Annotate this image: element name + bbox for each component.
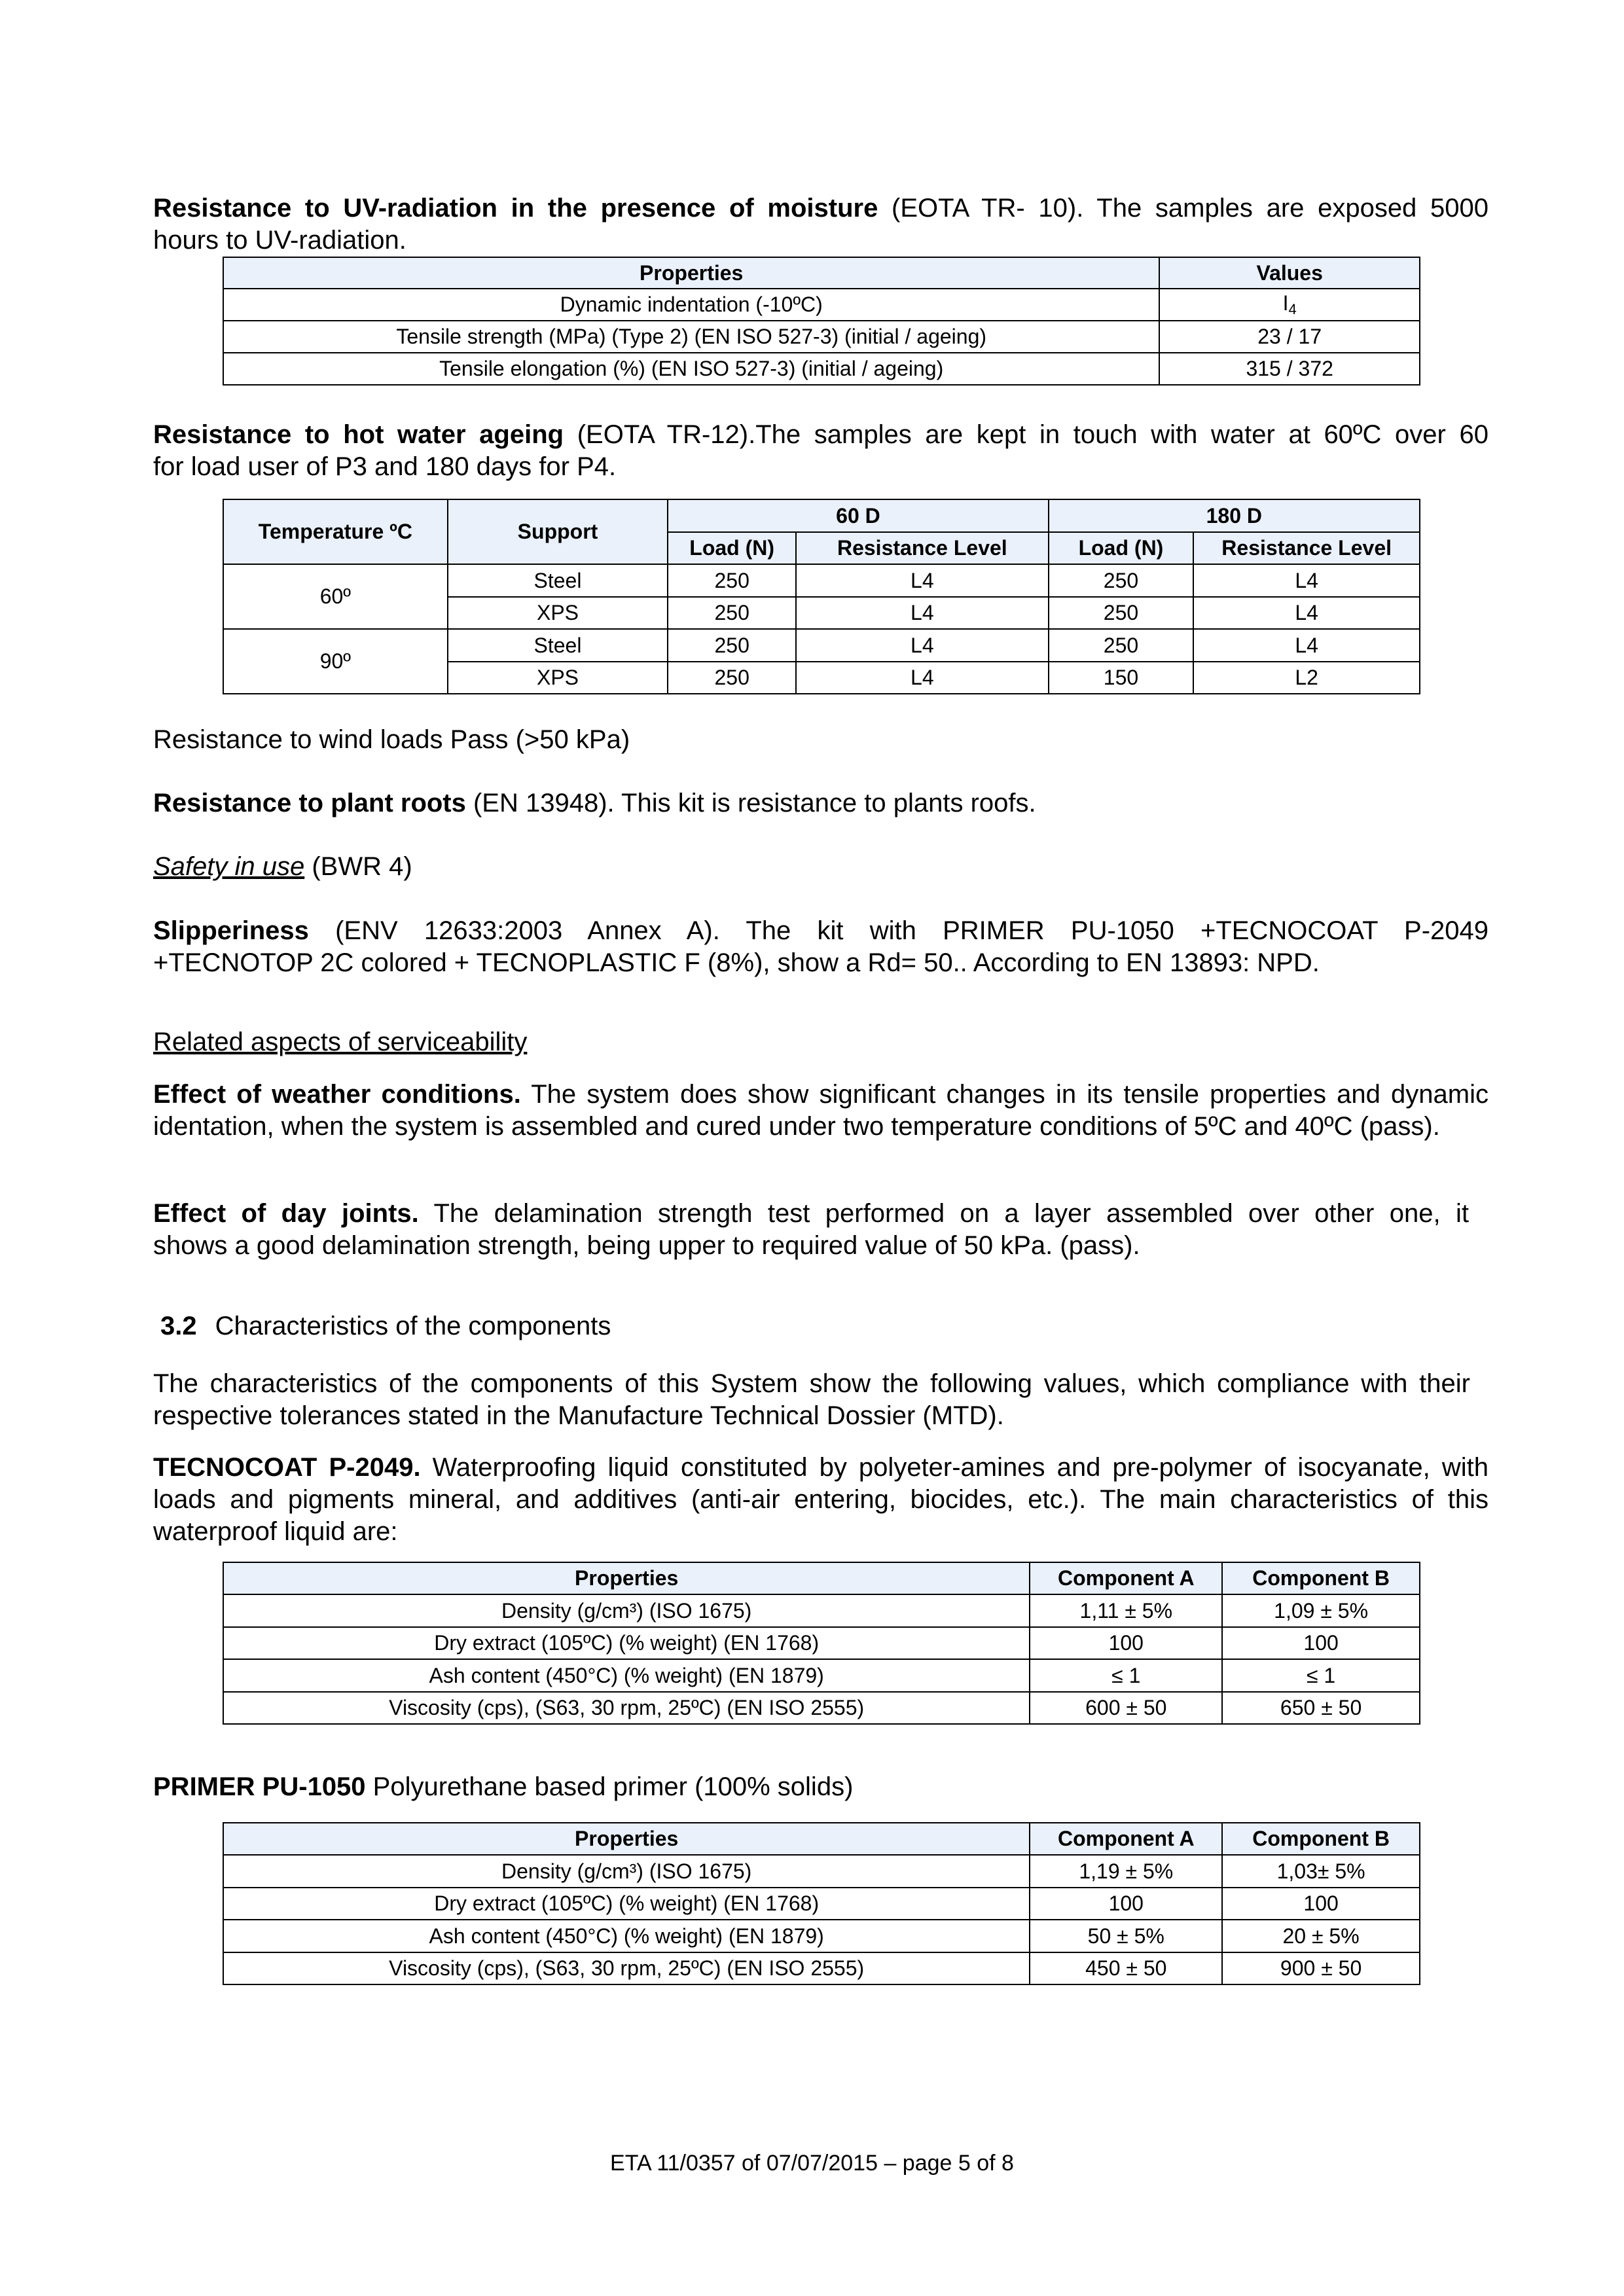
safety-text: (BWR 4) xyxy=(304,852,412,881)
slipperiness-text-2: +TECNOTOP 2C colored + TECNOPLASTIC F (8%), show a Rd= 50.. According to EN 13893: NPD. xyxy=(153,948,1320,977)
header-load-180d: Load (N) xyxy=(1049,532,1194,564)
header-temperature: Temperature ºC xyxy=(223,499,448,564)
header-group-60d: 60 D xyxy=(668,499,1048,532)
safety-paragraph xyxy=(153,851,1489,883)
hot-water-table xyxy=(223,499,1420,694)
hot-water-title: Resistance to hot water ageing xyxy=(153,420,564,449)
section-title: Characteristics of the components xyxy=(215,1312,611,1340)
cell-component-a: 100 xyxy=(1030,1888,1222,1920)
primer-paragraph xyxy=(153,1771,1489,1803)
wind-paragraph: Resistance to wind loads Pass (>50 kPa) xyxy=(153,725,630,754)
joints-text-1: The delamination strength test performed on a layer assembled over other one, it xyxy=(418,1199,1469,1228)
weather-title: Effect of weather conditions. xyxy=(153,1080,521,1109)
cell-property: Dynamic indentation (-10ºC) xyxy=(223,289,1159,321)
joints-title: Effect of day joints. xyxy=(153,1199,419,1228)
uv-line-1 xyxy=(153,192,1489,224)
weather-paragraph xyxy=(153,1079,1489,1143)
components-intro-paragraph xyxy=(153,1368,1489,1432)
header-component-a: Component A xyxy=(1030,1823,1222,1855)
page-footer: ETA 11/0357 of 07/07/2015 – page 5 of 8 xyxy=(610,2151,1014,2176)
header-resistance-60d: Resistance Level xyxy=(796,532,1049,564)
cell-load: 250 xyxy=(668,564,796,597)
slipperiness-paragraph xyxy=(153,915,1489,979)
cell-component-b: 1,03± 5% xyxy=(1222,1855,1420,1888)
table-row xyxy=(223,1692,1420,1724)
value-main: I xyxy=(1282,291,1289,315)
related-heading-text: Related aspects of serviceability xyxy=(153,1028,528,1056)
primer-text: Polyurethane based primer (100% solids) xyxy=(365,1772,854,1801)
cell-resistance: L4 xyxy=(796,597,1049,629)
cell-resistance: L4 xyxy=(1193,564,1420,597)
table-row xyxy=(223,629,1420,662)
table-header-row xyxy=(223,257,1420,289)
table-row xyxy=(223,1659,1420,1692)
slipperiness-line-1 xyxy=(153,915,1489,947)
joints-text-2: shows a good delamination strength, being upper to required value of 50 kPa. (pass). xyxy=(153,1231,1140,1260)
hot-water-line-1 xyxy=(153,419,1489,451)
table-header-row xyxy=(223,1823,1420,1855)
section-heading xyxy=(160,1310,1496,1342)
cell-property: Ash content (450°C) (% weight) (EN 1879) xyxy=(223,1920,1030,1952)
cell-property: Ash content (450°C) (% weight) (EN 1879) xyxy=(223,1659,1030,1692)
cell-value xyxy=(1159,289,1420,321)
cell-component-b: ≤ 1 xyxy=(1222,1659,1420,1692)
cell-component-b: 1,09 ± 5% xyxy=(1222,1594,1420,1627)
cell-component-b: 100 xyxy=(1222,1888,1420,1920)
hot-water-text-1: (EOTA TR-12).The samples are kept in touch with water at 60ºC over 60 xyxy=(564,420,1489,449)
table-row xyxy=(223,1888,1420,1920)
cell-load: 250 xyxy=(668,662,796,694)
roots-title: Resistance to plant roots xyxy=(153,789,466,817)
header-group-180d: 180 D xyxy=(1049,499,1420,532)
slipperiness-title: Slipperiness xyxy=(153,916,309,945)
roots-text: (EN 13948). This kit is resistance to plants roofs. xyxy=(465,789,1036,817)
joints-paragraph xyxy=(153,1198,1489,1262)
cell-resistance: L4 xyxy=(796,629,1049,662)
cell-property: Tensile strength (MPa) (Type 2) (EN ISO 527-3) (initial / ageing) xyxy=(223,321,1159,353)
table-row xyxy=(223,289,1420,321)
cell-property: Dry extract (105ºC) (% weight) (EN 1768) xyxy=(223,1627,1030,1659)
value-subscript: 4 xyxy=(1288,301,1297,317)
header-values: Values xyxy=(1159,257,1420,289)
header-load-60d: Load (N) xyxy=(668,532,796,564)
cell-resistance: L4 xyxy=(1193,629,1420,662)
uv-paragraph xyxy=(153,192,1489,257)
cell-support: Steel xyxy=(448,564,668,597)
tecnocoat-title: TECNOCOAT P-2049. xyxy=(153,1453,421,1482)
table-row xyxy=(223,321,1420,353)
cell-temperature: 90º xyxy=(223,629,448,694)
uv-title: Resistance to UV-radiation in the presence of moisture xyxy=(153,194,878,223)
table-row xyxy=(223,1920,1420,1952)
cell-property: Density (g/cm³) (ISO 1675) xyxy=(223,1855,1030,1888)
cell-property: Tensile elongation (%) (EN ISO 527-3) (initial / ageing) xyxy=(223,353,1159,385)
cell-temperature: 60º xyxy=(223,564,448,629)
cell-component-a: 1,11 ± 5% xyxy=(1030,1594,1222,1627)
cell-property: Viscosity (cps), (S63, 30 rpm, 25ºC) (EN ISO 2555) xyxy=(223,1952,1030,1984)
hot-water-text-2: for load user of P3 and 180 days for P4. xyxy=(153,452,617,481)
uv-text-1: (EOTA TR- 10). The samples are exposed 5000 xyxy=(878,194,1489,223)
header-properties: Properties xyxy=(223,257,1159,289)
cell-resistance: L4 xyxy=(796,564,1049,597)
cell-component-a: ≤ 1 xyxy=(1030,1659,1222,1692)
cell-component-a: 100 xyxy=(1030,1627,1222,1659)
cell-resistance: L2 xyxy=(1193,662,1420,694)
slipperiness-text-1: (ENV 12633:2003 Annex A). The kit with PRIMER PU-1050 +TECNOCOAT P-2049 xyxy=(308,916,1489,945)
cell-load: 250 xyxy=(1049,629,1194,662)
related-heading xyxy=(153,1026,1489,1058)
tecnocoat-table xyxy=(223,1562,1420,1725)
roots-paragraph xyxy=(153,787,1489,819)
header-resistance-180d: Resistance Level xyxy=(1193,532,1420,564)
uv-table xyxy=(223,257,1420,386)
components-intro-text-2: respective tolerances stated in the Manufacture Technical Dossier (MTD). xyxy=(153,1401,1004,1430)
header-properties: Properties xyxy=(223,1562,1030,1594)
table-row xyxy=(223,564,1420,597)
table-row xyxy=(223,1952,1420,1984)
uv-text-2: hours to UV-radiation. xyxy=(153,226,406,255)
cell-component-b: 900 ± 50 xyxy=(1222,1952,1420,1984)
primer-table xyxy=(223,1822,1420,1985)
header-properties: Properties xyxy=(223,1823,1030,1855)
cell-component-b: 20 ± 5% xyxy=(1222,1920,1420,1952)
cell-component-a: 600 ± 50 xyxy=(1030,1692,1222,1724)
cell-property: Dry extract (105ºC) (% weight) (EN 1768) xyxy=(223,1888,1030,1920)
cell-property: Density (g/cm³) (ISO 1675) xyxy=(223,1594,1030,1627)
cell-load: 250 xyxy=(668,597,796,629)
table-header-row xyxy=(223,1562,1420,1594)
section-number: 3.2 xyxy=(160,1312,197,1340)
header-component-b: Component B xyxy=(1222,1562,1420,1594)
cell-support: Steel xyxy=(448,629,668,662)
table-header-row xyxy=(223,499,1420,532)
cell-property: Viscosity (cps), (S63, 30 rpm, 25ºC) (EN ISO 2555) xyxy=(223,1692,1030,1724)
cell-component-b: 100 xyxy=(1222,1627,1420,1659)
hot-water-paragraph xyxy=(153,419,1489,483)
weather-text: The system does show significant changes in its tensile properties and dynamic identation, when the system is assembled and cured under two temperature conditions of 5ºC and 40ºC (pass). xyxy=(153,1080,1489,1141)
cell-resistance: L4 xyxy=(796,662,1049,694)
cell-value: 23 / 17 xyxy=(1159,321,1420,353)
joints-line-1 xyxy=(153,1198,1469,1230)
table-row xyxy=(223,1627,1420,1659)
safety-title: Safety in use xyxy=(153,852,305,881)
cell-load: 250 xyxy=(668,629,796,662)
components-intro-text-1: The characteristics of the components of this System show the following values, which compliance with their xyxy=(153,1369,1470,1398)
table-row xyxy=(223,353,1420,385)
cell-value: 315 / 372 xyxy=(1159,353,1420,385)
cell-component-a: 1,19 ± 5% xyxy=(1030,1855,1222,1888)
tecnocoat-text: Waterproofing liquid constituted by polyeter-amines and pre-polymer of isocyanate, with loads and pigments mineral, and additives (anti-air entering, biocides, etc.). The main characteristics of this waterproof liquid are: xyxy=(153,1453,1489,1546)
cell-component-b: 650 ± 50 xyxy=(1222,1692,1420,1724)
cell-support: XPS xyxy=(448,662,668,694)
tecnocoat-paragraph xyxy=(153,1452,1489,1548)
cell-load: 150 xyxy=(1049,662,1194,694)
header-component-b: Component B xyxy=(1222,1823,1420,1855)
table-row xyxy=(223,1594,1420,1627)
primer-title: PRIMER PU-1050 xyxy=(153,1772,366,1801)
cell-support: XPS xyxy=(448,597,668,629)
cell-component-a: 50 ± 5% xyxy=(1030,1920,1222,1952)
header-component-a: Component A xyxy=(1030,1562,1222,1594)
cell-resistance: L4 xyxy=(1193,597,1420,629)
header-support: Support xyxy=(448,499,668,564)
cell-component-a: 450 ± 50 xyxy=(1030,1952,1222,1984)
cell-load: 250 xyxy=(1049,564,1194,597)
cell-load: 250 xyxy=(1049,597,1194,629)
table-row xyxy=(223,1855,1420,1888)
